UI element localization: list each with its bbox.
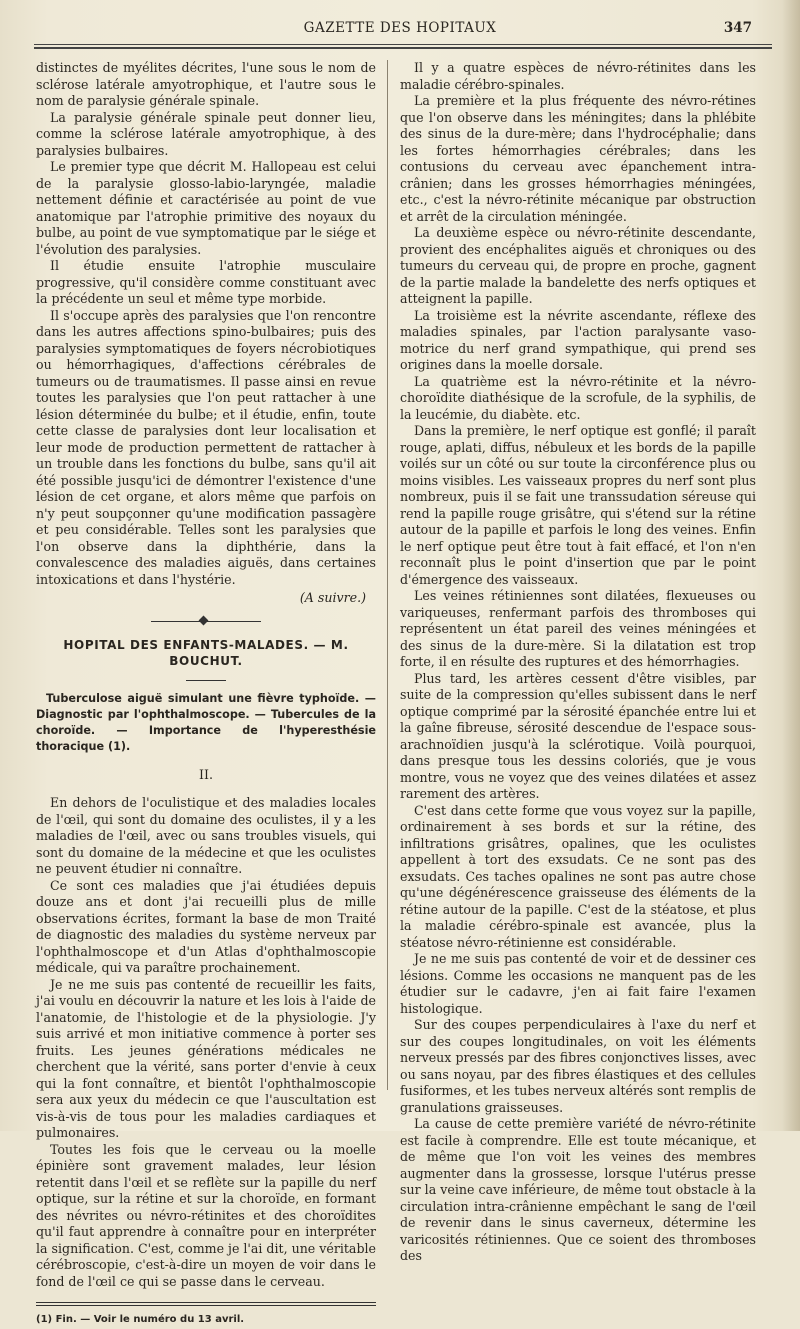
footnote-rule bbox=[36, 1302, 376, 1303]
paragraph: Ce sont ces maladies que j'ai étudiées depuis douze ans et dont j'ai recueilli plus de mille observations écrites, formant la base de mon Traité de diagnostic des maladies du système nerveux par l'ophthalmoscope et d'un Atlas d'ophthalmoscopie médicale, qui va paraître prochainement. bbox=[36, 877, 376, 975]
section-ornament bbox=[151, 617, 261, 625]
paragraph: Il étudie ensuite l'atrophie musculaire progressive, qu'il considère comme constituant avec la précédente un seul et même type morbide. bbox=[36, 258, 376, 306]
paragraph: Toutes les fois que le cerveau ou la moelle épinière sont gravement malades, leur lésion retentit dans l'œil et se reflète sur la papille du nerf optique, sur la rétine et sur la choroïde, en formant des névrites ou névro-rétinites et des choroïdites qu'il faut apprendre à connaître pour en interpréter la signification. C'est, comme je l'ai dit, une véritable cérébroscopie, c'est-à-dire un moyen de voir dans le fond de l'œil ce qui se passe dans le cerveau. bbox=[36, 1141, 376, 1289]
page-edge-shadow bbox=[782, 0, 800, 1131]
paragraph: C'est dans cette forme que vous voyez sur la papille, ordinairement à ses bords et sur la rétine, des infiltrations grisâtres, opalines, que les oculistes appellent à tort des exsudats. Ce ne sont pas des exsudats. Ces taches opalines ne sont pas autre chose qu'une dégénérescence graisseuse des éléments de la rétine autour de la papille. C'est de la stéatose, et plus la maladie cérébro-spinale est avancée, plus la stéatose névro-rétinienne est considérable. bbox=[400, 802, 756, 950]
page-number: 347 bbox=[723, 20, 752, 36]
section-heading: HOPITAL DES ENFANTS-MALADES. — M. BOUCHUT. bbox=[63, 637, 349, 668]
footnote-rule-2 bbox=[36, 1305, 376, 1306]
right-column bbox=[400, 60, 756, 1265]
paragraph: Je ne me suis pas contenté de voir et de dessiner ces lésions. Comme les occasions ne manquent pas de les étudier sur le cadavre, j'en ai fait faire l'examen histologique. bbox=[400, 951, 756, 1016]
paragraph: Il y a quatre espèces de névro-rétinites dans les maladie cérébro-spinales. bbox=[400, 60, 756, 92]
paragraph: Dans la première, le nerf optique est gonflé; il paraît rouge, aplati, diffus, nébuleux et les bords de la papille voilés sur un côté ou sur toute la circonférence plus ou moins visibles. Les vaisseaux propres du nerf sont plus nombreux, puis il se fait une transsudation séreuse qui rend la papille rouge grisâtre, qui s'étend sur la rétine autour de la papille et parfois le long des veines. Enfin le nerf optique peut être tout à fait effacé, et l'on n'en reconnaît plus le point d'insertion que par le point d'émergence des vaisseaux. bbox=[400, 423, 756, 587]
short-divider bbox=[186, 680, 226, 681]
left-column bbox=[36, 60, 376, 1329]
to-be-continued: (A suivre.) bbox=[299, 590, 366, 605]
paragraph: Je ne me suis pas contenté de recueillir les faits, j'ai voulu en découvrir la nature et les lois à l'aide de l'anatomie, de l'histologie et de la physiologie. J'y suis arrivé et mon initiative commence à porter ses fruits. Les jeunes générations médicales ne cherchent que la vérité, sans porter d'envie à ceux qui la font connaître, et bientôt l'ophthalmoscopie sera aux yeux du médecin ce que l'auscultation est vis-à-vis de tous pour les maladies cardiaques et pulmonaires. bbox=[36, 976, 376, 1140]
paragraph: La quatrième est la névro-rétinite et la névro-choroïdite diathésique de la scrofule, de la syphilis, de la leucémie, du diabète. etc. bbox=[400, 373, 756, 422]
paragraph: La première et la plus fréquente des névro-rétines que l'on observe dans les méningites; dans la phlébite des sinus de la dure-mère; dans l'hydrocéphalie; dans les fortes hémorrhagies cérébrales; dans les contusions du cerveau avec épanchement intra-crânien; dans les grosses hémorrhagies méningées, etc., c'est la névro-rétinite mécanique par obstruction et arrêt de la circulation méningée. bbox=[400, 93, 756, 224]
paragraph: La troisième est la névrite ascendante, réflexe des maladies spinales, par l'action paralysante vaso-motrice du nerf grand sympathique, qui prend ses origines dans la moelle dorsale. bbox=[400, 307, 756, 372]
paragraph: Les veines rétiniennes sont dilatées, flexueuses ou variqueuses, renfermant parfois des thromboses qui représentent un état pareil des veines méningées et des sinus de la dure-mère. Si la dilatation est trop forte, il en résulte des ruptures et des hémorrhagies. bbox=[400, 588, 756, 669]
paragraph: Sur des coupes perpendiculaires à l'axe du nerf et sur des coupes longitudinales, on voit les éléments nerveux pressés par des fibres conjonctives lisses, avec ou sans noyau, par des fibres élastiques et des cellules fusiformes, et les tubes nerveux altérés sont remplis de granulations graisseuses. bbox=[400, 1017, 756, 1115]
column-divider bbox=[387, 60, 388, 1090]
paragraph: La paralysie générale spinale peut donner lieu, comme la sclérose latérale amyotrophique, à des paralysies bulbaires. bbox=[36, 109, 376, 158]
paragraph: Il s'occupe après des paralysies que l'on rencontre dans les autres affections spino-bulbaires; puis des paralysies symptomatiques de foyers nécrobiotiques ou hémorrhagiques, d'affections cérébrales de tumeurs ou de traumatismes. Il passe ainsi en revue toutes les paralysies que l'on peut rattacher à une lésion déterminée du bulbe; et il étudie, enfin, toute cette classe de paralysies dont leur localisation et leur mode de production permettent de rattacher à un trouble dans les fonctions du bulbe, sans qu'il ait été possible jusqu'ici de démontrer l'existence d'une lésion de cet organe, et alors même que parfois on n'y peut soupçonner qu'une modification passagère et peu considérable. Telles sont les paralysies que l'on observe dans la diphthérie, dans la convalescence des maladies aiguës, dans certaines intoxications et dans l'hystérie. bbox=[36, 307, 376, 587]
paragraph: La cause de cette première variété de névro-rétinite est facile à comprendre. Elle est toute mécanique, et de même que l'on voit les veines des membres augmenter dans la grossesse, lorsque l'utérus presse sur la veine cave inférieure, de même tout obstacle à la circulation intra-crânienne empêchant le sang de l'œil de revenir dans le sinus caverneux, détermine les varicosités rétiniennes. Que ce soient des thromboses des bbox=[400, 1116, 756, 1263]
paragraph: Plus tard, les artères cessent d'être visibles, par suite de la compression qu'elles subissent dans le nerf optique comprimé par la sérosité épanchée entre lui et la gaîne fibreuse, sérosité descendue de l'espace sous-arachnoïdien jusqu'à la sclérotique. Voilà pourquoi, dans presque tous les dessins coloriés, que je vous montre, vous ne voyez que des veines dilatées et assez rarement des artères. bbox=[400, 670, 756, 801]
part-numeral: II. bbox=[199, 766, 213, 782]
journal-title: GAZETTE DES HOPITAUX bbox=[303, 20, 497, 36]
paragraph: distinctes de myélites décrites, l'une sous le nom de sclérose latérale amyotrophique, et l'autre sous le nom de paralysie générale spinale. bbox=[36, 60, 376, 108]
paragraph: La deuxième espèce ou névro-rétinite descendante, provient des encéphalites aiguës et chroniques ou des tumeurs du cerveau qui, de propre en proche, gagnent de la partie malade la bandelette des nerfs optiques et atteignent la papille. bbox=[400, 225, 756, 306]
header-rule bbox=[34, 44, 772, 45]
running-header bbox=[30, 18, 770, 44]
header-rule-thick bbox=[34, 47, 772, 49]
article-subheading: Tuberculose aiguë simulant une fièvre typhoïde. — Diagnostic par l'ophthalmoscope. — Tubercules de la choroïde. — Importance de l'hyperesthésie thoracique (1). bbox=[36, 691, 376, 753]
footnote: (1) Fin. — Voir le numéro du 13 avril. bbox=[36, 1314, 245, 1325]
paragraph: En dehors de l'oculistique et des maladies locales de l'œil, qui sont du domaine des oculistes, il y a les maladies de l'œil, avec ou sans troubles visuels, qui sont du domaine de la médecine et que les oculistes ne peuvent étudier ni connaître. bbox=[36, 795, 376, 876]
paragraph: Le premier type que décrit M. Hallopeau est celui de la paralysie glosso-labio-laryngée, maladie nettement définie et caractérisée au point de vue anatomique par l'atrophie primitive des noyaux du bulbe, au point de vue symptomatique par le siége et l'évolution des paralysies. bbox=[36, 159, 376, 257]
